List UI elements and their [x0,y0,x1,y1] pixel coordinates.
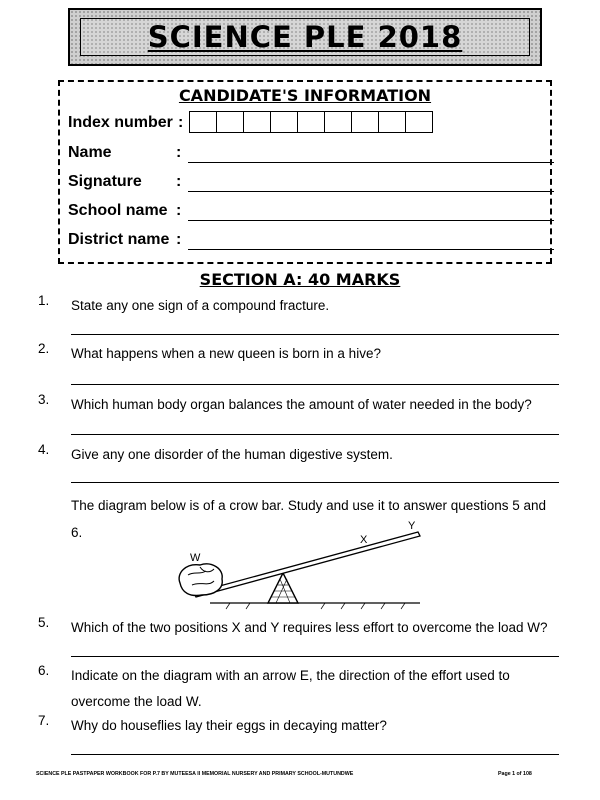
title-frame [80,18,530,56]
question-number: 6. [38,663,50,678]
signature-field[interactable] [188,191,554,192]
answer-line-1[interactable] [71,334,559,335]
index-digit-box[interactable] [216,111,244,133]
index-digit-box[interactable] [189,111,217,133]
title-banner [68,8,542,66]
section-heading: SECTION A: 40 MARKS [199,270,401,289]
answer-line-4[interactable] [71,482,559,483]
question-number: 2. [38,341,50,356]
school-name-label: School name [68,202,168,219]
field-colon: : [176,173,182,190]
answer-line-5[interactable] [71,656,559,657]
question-number: 5. [38,615,50,630]
answer-line-7[interactable] [71,754,559,755]
question-number: 3. [38,392,50,407]
question-text: What happens when a new queen is born in a hive? [71,346,381,361]
field-colon: : [176,231,182,248]
name-field[interactable] [188,162,554,163]
question-number: 4. [38,442,50,457]
school-name-field[interactable] [188,220,554,221]
load-stone [179,564,222,596]
index-number-label: Index number [68,114,173,131]
index-number-boxes[interactable] [190,111,433,133]
question-text: Give any one disorder of the human digestive system. [71,447,393,462]
index-digit-box[interactable] [405,111,433,133]
question-text: Indicate on the diagram with an arrow E, the direction of the effort used to overcome the load W. [71,668,510,709]
field-colon: : [176,202,182,219]
label-y: Y [408,520,416,532]
crowbar-diagram [170,515,430,615]
field-colon: : [178,114,184,131]
ground-hatching [226,603,405,609]
index-digit-box[interactable] [270,111,298,133]
index-digit-box[interactable] [297,111,325,133]
candidate-info-title: CANDIDATE'S INFORMATION [178,86,432,105]
diagram-intro: The diagram below is of a crow bar. Study and use it to answer questions 5 and 6. [71,498,547,540]
question-text: Which of the two positions X and Y requires less effort to overcome the load W? [71,620,548,635]
footer-text: SCIENCE PLE PASTPAPER WORKBOOK FOR P.7 BY MUTEESA II MEMORIAL NURSERY AND PRIMARY SCHOOL-MUTUNDWE [36,771,354,777]
question-number: 1. [38,293,50,308]
signature-label: Signature [68,173,142,190]
question-text: State any one sign of a compound fracture. [71,298,330,313]
index-digit-box[interactable] [243,111,271,133]
crowbar [194,532,420,597]
page-title: SCIENCE PLE 2018 [147,20,463,54]
field-colon: : [176,144,182,161]
question-text: Which human body organ balances the amount of water needed in the body? [71,397,532,412]
question-text: Why do houseflies lay their eggs in decaying matter? [71,718,387,733]
index-digit-box[interactable] [378,111,406,133]
candidate-info-box [58,80,552,264]
label-w: W [190,552,201,564]
district-name-field[interactable] [188,249,554,250]
answer-line-3[interactable] [71,434,559,435]
index-digit-box[interactable] [351,111,379,133]
index-digit-box[interactable] [324,111,352,133]
page-number: Page 1 of 108 [498,771,532,777]
question-number: 7. [38,713,50,728]
fulcrum [268,573,298,603]
label-x: X [360,534,368,546]
name-label: Name [68,144,112,161]
district-name-label: District name [68,231,170,248]
answer-line-2[interactable] [71,384,559,385]
